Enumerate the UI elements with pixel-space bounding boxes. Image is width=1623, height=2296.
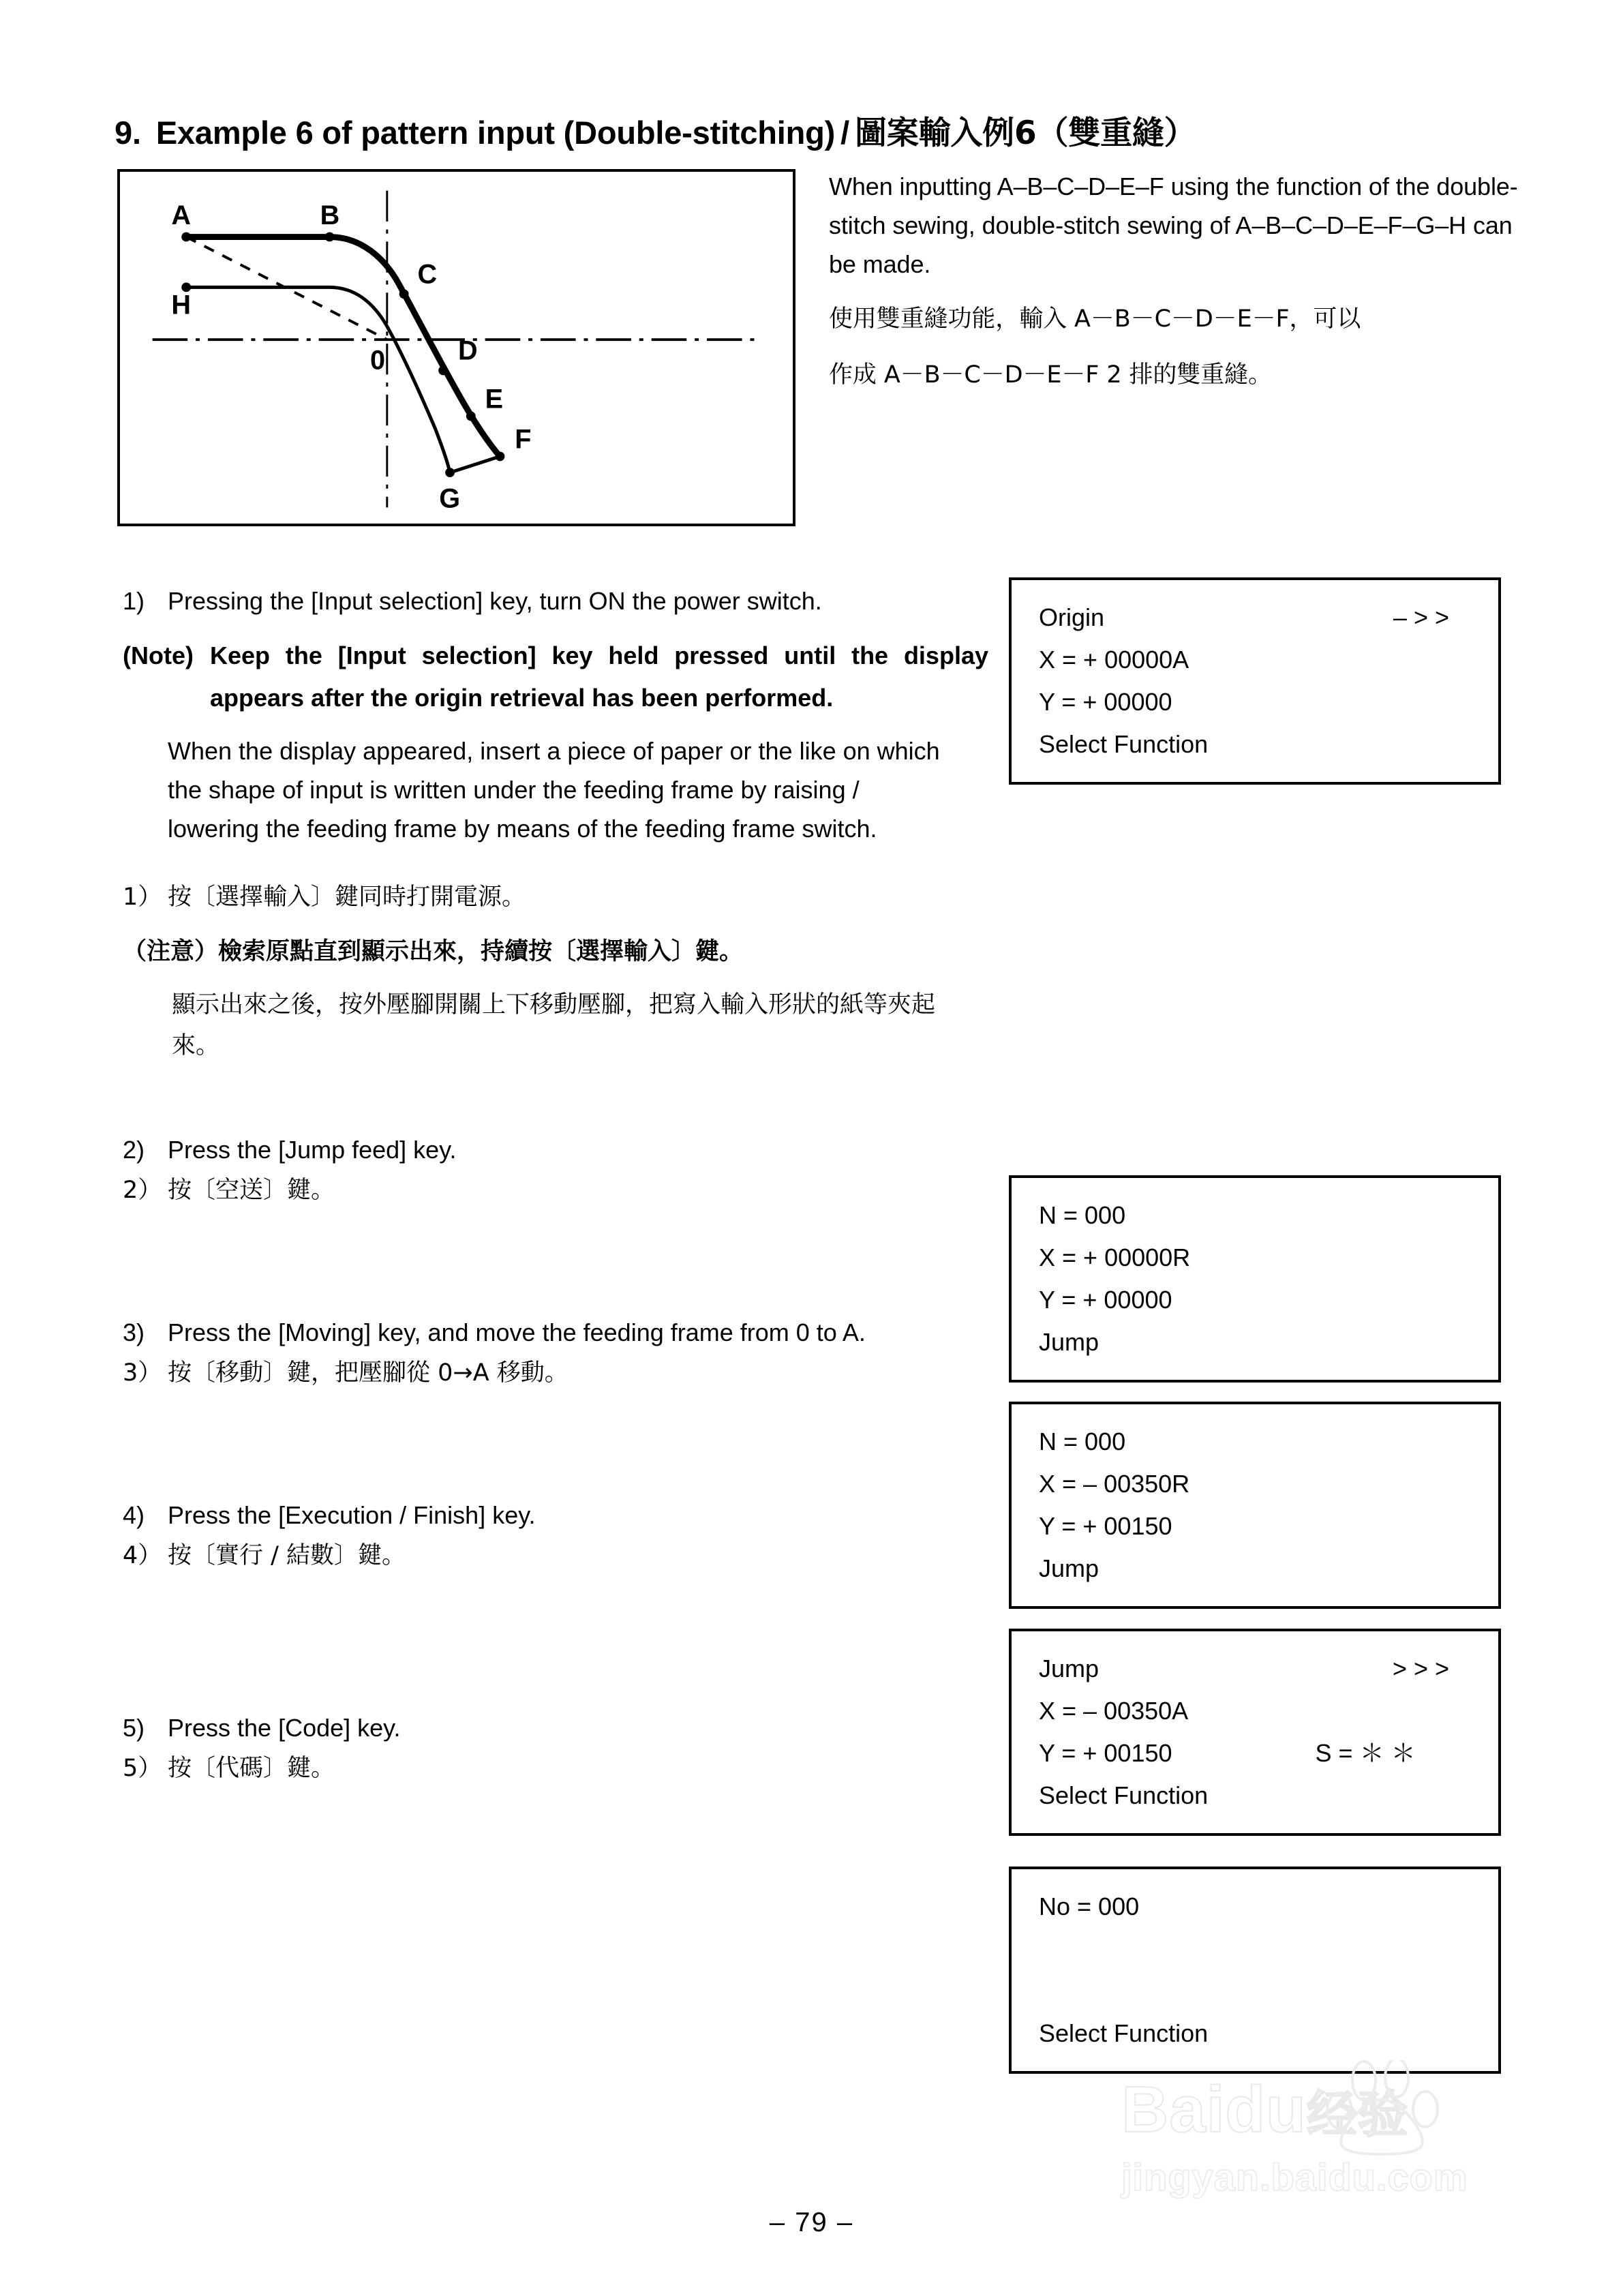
panel-1-x-value: X = + 00000A: [1039, 646, 1189, 674]
panel-4-x-value: X = – 00350A: [1039, 1697, 1189, 1725]
panel-3-line-4: [1039, 1547, 1498, 1590]
point-marker-a: [181, 232, 191, 242]
panel-4-line-1: [1039, 1648, 1498, 1690]
panel-4-line-4: [1039, 1774, 1498, 1817]
diagram-label-e: E: [485, 384, 504, 414]
note-chinese: [123, 931, 988, 972]
panel-4-jump-label: Jump: [1039, 1655, 1099, 1682]
step-1-text: Pressing the [Input selection] key, turn ON the power switch.: [168, 587, 822, 615]
panel-1-line-4: [1039, 723, 1498, 766]
display-panel-2: [1009, 1175, 1501, 1383]
panel-3-x-value: X = – 00350R: [1039, 1470, 1190, 1498]
step-4-text: Press the [Execution / Finish] key.: [168, 1501, 536, 1529]
title-chinese-number: 6: [1014, 115, 1037, 152]
spacer: [123, 1577, 988, 1680]
panel-3-line-3: [1039, 1505, 1498, 1547]
title-chinese-pre: 圖案輸入例: [854, 115, 1014, 152]
inner-stitch-path: [186, 287, 450, 472]
step-4-marker: 4): [123, 1501, 145, 1529]
panel-1-arrow-indicator: – > >: [1393, 603, 1449, 631]
panel-4-s-value: S = ＊ ＊: [1315, 1739, 1416, 1767]
point-marker-f: [496, 452, 505, 462]
instruction-steps: [123, 583, 988, 1790]
step-3: [123, 1314, 988, 1351]
step-3-marker: 3): [123, 1318, 145, 1346]
step-5-text: Press the [Code] key.: [168, 1714, 401, 1742]
panel-2-y-value: Y = + 00000: [1039, 1286, 1172, 1314]
panel-3-status: Jump: [1039, 1554, 1099, 1582]
page-title: [115, 108, 1519, 153]
display-panel-1: [1009, 577, 1501, 785]
panel-2-line-2: [1039, 1237, 1498, 1279]
note-chinese-text: （注意）檢索原點直到顯示出來，持續按〔選擇輸入〕鍵。: [123, 938, 744, 965]
panel-5-line-1: [1039, 1886, 1498, 1928]
baidu-watermark: [1121, 2072, 1558, 2229]
step-2-chinese-text: 按〔空送〕鍵。: [168, 1177, 335, 1204]
display-panel-3: [1009, 1402, 1501, 1609]
panel-1-y-value: Y = + 00000: [1039, 688, 1172, 716]
step-2-marker: 2): [123, 1136, 145, 1164]
panel-3-line-1: [1039, 1421, 1498, 1463]
panel-5-no-value: No = 000: [1039, 1892, 1140, 1920]
watermark-url: jingyan.baidu.com: [1121, 2156, 1468, 2199]
watermark-brand-chinese: 经验: [1306, 2085, 1409, 2144]
panel-2-line-1: [1039, 1194, 1498, 1237]
pattern-diagram: [117, 169, 795, 526]
note-marker: (Note): [123, 641, 194, 669]
panel-3-n-value: N = 000: [1039, 1428, 1126, 1455]
panel-2-x-value: X = + 00000R: [1039, 1243, 1191, 1271]
diagram-label-b: B: [320, 200, 340, 230]
step-1-marker: 1): [123, 587, 145, 615]
spacer: [123, 1680, 988, 1710]
intro-chinese-line-2: 作成 A－B－C－D－E－F 2 排的雙重縫。: [829, 361, 1272, 389]
panel-3-y-value: Y = + 00150: [1039, 1512, 1172, 1540]
panel-5-line-3: [1039, 1970, 1498, 2012]
diagram-label-origin: 0: [370, 345, 386, 376]
panel-4-line-3: [1039, 1732, 1498, 1774]
diagram-label-h: H: [171, 290, 192, 320]
intro-english: When inputting A–B–C–D–E–F using the function of the double-stitch sewing, double-stitch sewing of A–B–C–D–E–F–G–H can be made.: [829, 172, 1518, 278]
outer-stitch-path: [186, 237, 500, 457]
panel-4-line-2: [1039, 1690, 1498, 1732]
diagram-label-g: G: [439, 483, 461, 514]
step-5: [123, 1710, 988, 1747]
paw-print-icon: [1326, 2060, 1455, 2156]
step-2: [123, 1132, 988, 1168]
diagram-svg: [120, 172, 793, 524]
point-marker-b: [325, 232, 335, 242]
panel-2-line-4: [1039, 1321, 1498, 1363]
title-separator: /: [840, 115, 849, 151]
step-1-chinese: [123, 878, 988, 916]
panel-1-origin-label: Origin: [1039, 603, 1105, 631]
title-section-number: 9.: [115, 115, 141, 151]
paragraph-english: When the display appeared, insert a piece of paper or the like on which the shape of input is written under the feeding frame by raising / lowering the feeding frame by means of the feeding frame switch.: [168, 737, 940, 843]
segment-f-to-g: [450, 457, 500, 473]
step-3-chinese-marker: 3）: [123, 1359, 162, 1387]
panel-5-line-4: [1039, 2012, 1498, 2055]
step-4-chinese: [123, 1537, 988, 1575]
diagram-label-f: F: [515, 424, 532, 455]
title-chinese-post: （雙重縫）: [1036, 115, 1196, 152]
step-2-text: Press the [Jump feed] key.: [168, 1136, 457, 1164]
step-5-chinese: [123, 1749, 988, 1787]
panel-5-line-2: [1039, 1928, 1498, 1970]
panel-5-status: Select Function: [1039, 2019, 1209, 2047]
watermark-brand: Baidu: [1121, 2073, 1307, 2146]
note-english-text: Keep the [Input selection] key held pressed until the display appears after the origin retrieval has been performed.: [210, 641, 988, 712]
panel-4-arrow-indicator: > > >: [1392, 1655, 1449, 1682]
panel-4-status: Select Function: [1039, 1781, 1209, 1809]
step-1-chinese-text: 按〔選擇輸入〕鍵同時打開電源。: [168, 883, 526, 911]
panel-2-n-value: N = 000: [1039, 1201, 1126, 1229]
step-5-chinese-text: 按〔代碼〕鍵。: [168, 1755, 335, 1782]
spacer: [123, 1395, 988, 1497]
step-5-marker: 5): [123, 1714, 145, 1742]
intro-chinese-line-1: 使用雙重縫功能，輸入 A－B－C－D－E－F，可以: [829, 305, 1361, 333]
diagram-label-c: C: [417, 259, 438, 290]
step-3-text: Press the [Moving] key, and move the feeding frame from 0 to A.: [168, 1318, 866, 1346]
spacer: [123, 848, 988, 878]
point-marker-c: [399, 289, 409, 299]
panel-4-y-value: Y = + 00150: [1039, 1739, 1172, 1767]
step-4: [123, 1497, 988, 1534]
panel-1-line-1: [1039, 596, 1498, 639]
panel-3-line-2: [1039, 1463, 1498, 1505]
watermark-brand-row: [1121, 2072, 1558, 2152]
display-panel-5: [1009, 1867, 1501, 2074]
panel-2-line-3: [1039, 1279, 1498, 1321]
panel-2-status: Jump: [1039, 1328, 1099, 1356]
display-panel-4: [1009, 1629, 1501, 1836]
step-3-chinese-text: 按〔移動〕鍵，把壓腳從 0→A 移動。: [168, 1359, 568, 1387]
point-marker-g: [445, 468, 455, 477]
step-2-chinese: [123, 1171, 988, 1209]
spacer: [123, 1212, 988, 1314]
step-4-chinese-marker: 4）: [123, 1542, 162, 1569]
panel-1-line-3: [1039, 681, 1498, 723]
step-2-chinese-marker: 2）: [123, 1177, 162, 1204]
step-4-chinese-text: 按〔實行 / 結數〕鍵。: [168, 1542, 406, 1569]
step-1: [123, 583, 988, 620]
note-english: [123, 635, 988, 719]
diagram-label-a: A: [171, 200, 192, 230]
point-marker-d: [438, 366, 448, 376]
title-english: Example 6 of pattern input (Double-stitching): [155, 115, 836, 151]
panel-1-line-2: [1039, 639, 1498, 681]
point-marker-e: [466, 412, 476, 421]
step-1-chinese-marker: 1）: [123, 883, 162, 911]
step-3-chinese: [123, 1354, 988, 1392]
panel-1-status: Select Function: [1039, 730, 1209, 758]
paragraph-chinese: 顯示出來之後，按外壓腳開關上下移動壓腳，把寫入輸入形狀的紙等夾起來。: [172, 991, 936, 1059]
intro-text-block: [829, 167, 1538, 402]
spacer: [123, 1066, 988, 1132]
step-5-chinese-marker: 5）: [123, 1755, 162, 1782]
diagram-label-d: D: [457, 335, 478, 366]
page-number: – 79 –: [769, 2207, 854, 2237]
